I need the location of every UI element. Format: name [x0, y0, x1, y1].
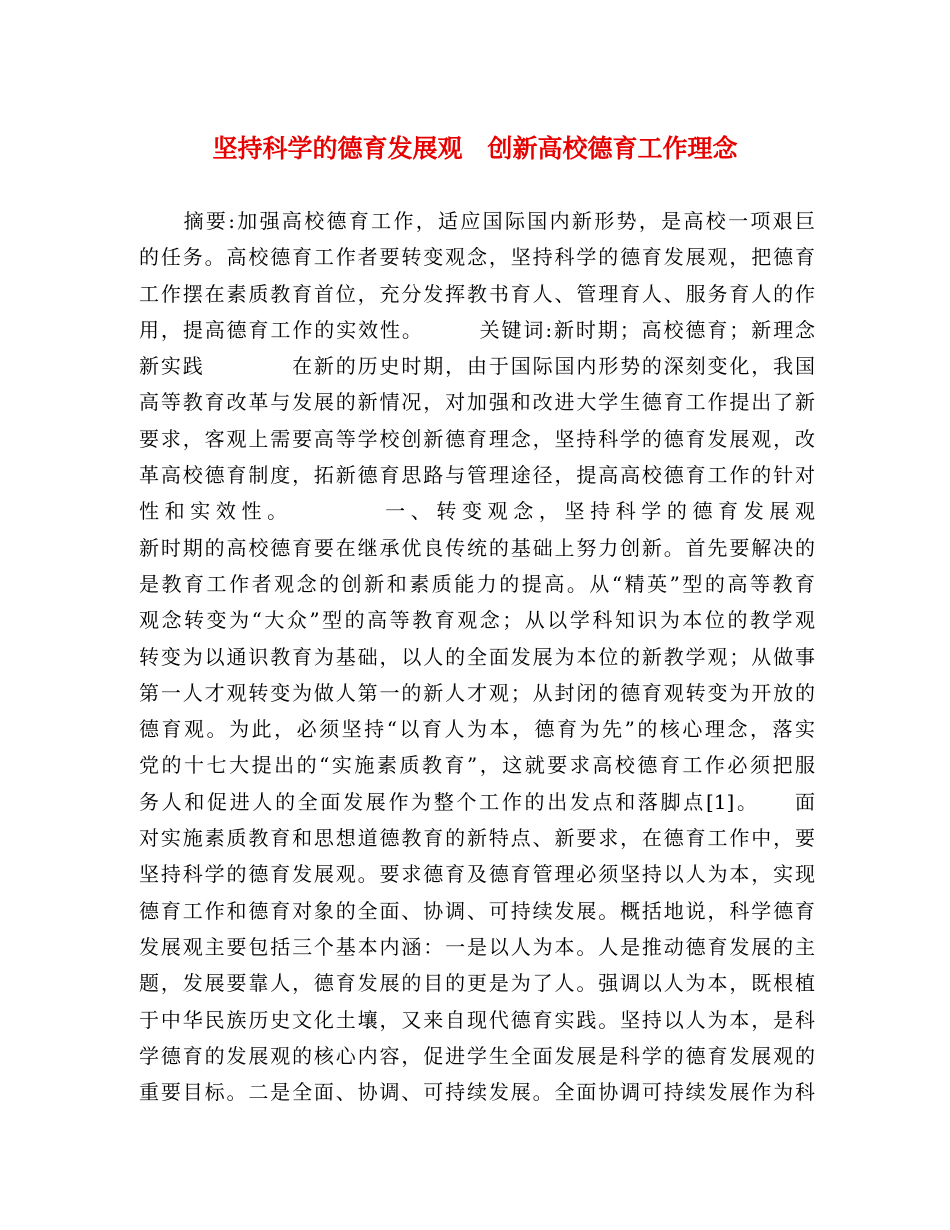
body-line: 党的十七大提出的“实施素质教育”，这就要求高校德育工作必须把服 [139, 753, 815, 778]
body-line: 性和实效性。 一、转变观念，坚持科学的德育发展观 [139, 499, 815, 524]
body-line: 要求，客观上需要高等学校创新德育理念，坚持科学的德育发展观，改 [139, 426, 815, 451]
body-line: 新实践 在新的历史时期，由于国际国内形势的深刻变化，我国 [139, 354, 815, 379]
body-line: 坚持科学的德育发展观。要求德育及德育管理必须坚持以人为本，实现 [139, 862, 815, 887]
body-line: 观念转变为“大众”型的高等教育观念；从以学科知识为本位的教学观 [139, 608, 815, 633]
body-line: 务人和促进人的全面发展作为整个工作的出发点和落脚点[1]。 面 [139, 789, 815, 814]
body-line: 工作摆在素质教育首位，充分发挥教书育人、管理育人、服务育人的作 [139, 281, 815, 306]
body-line: 发展观主要包括三个基本内涵：一是以人为本。人是推动德育发展的主 [139, 934, 815, 959]
body-line: 革高校德育制度，拓新德育思路与管理途径，提高高校德育工作的针对 [139, 463, 815, 488]
body-line: 转变为以通识教育为基础，以人的全面发展为本位的新教学观；从做事 [139, 644, 815, 669]
body-line: 德育观。为此，必须坚持“以育人为本，德育为先”的核心理念，落实 [139, 717, 815, 742]
body-line: 第一人才观转变为做人第一的新人才观；从封闭的德育观转变为开放的 [139, 680, 815, 705]
body-line: 对实施素质教育和思想道德教育的新特点、新要求，在德育工作中，要 [139, 826, 815, 851]
document-body [139, 203, 815, 1110]
body-line: 的任务。高校德育工作者要转变观念，坚持科学的德育发展观，把德育 [139, 245, 815, 270]
body-line: 新时期的高校德育要在继承优良传统的基础上努力创新。首先要解决的 [139, 535, 815, 560]
body-line: 是教育工作者观念的创新和素质能力的提高。从“精英”型的高等教育 [139, 571, 815, 596]
body-line: 高等教育改革与发展的新情况，对加强和改进大学生德育工作提出了新 [139, 390, 815, 415]
body-line: 摘要:加强高校德育工作，适应国际国内新形势，是高校一项艰巨 [139, 209, 815, 233]
body-line: 于中华民族历史文化土壤，又来自现代德育实践。坚持以人为本，是科 [139, 1007, 815, 1032]
body-line: 重要目标。二是全面、协调、可持续发展。全面协调可持续发展作为科 [139, 1080, 815, 1105]
document-title: 坚持科学的德育发展观 创新高校德育工作理念 [212, 134, 738, 163]
body-line: 用，提高德育工作的实效性。 关键词:新时期；高校德育；新理念 [139, 317, 815, 342]
body-line: 题，发展要靠人，德育发展的目的更是为了人。强调以人为本，既根植 [139, 971, 815, 996]
body-line: 德育工作和德育对象的全面、协调、可持续发展。概括地说，科学德育 [139, 898, 815, 923]
body-line: 学德育的发展观的核心内容，促进学生全面发展是科学的德育发展观的 [139, 1043, 815, 1068]
